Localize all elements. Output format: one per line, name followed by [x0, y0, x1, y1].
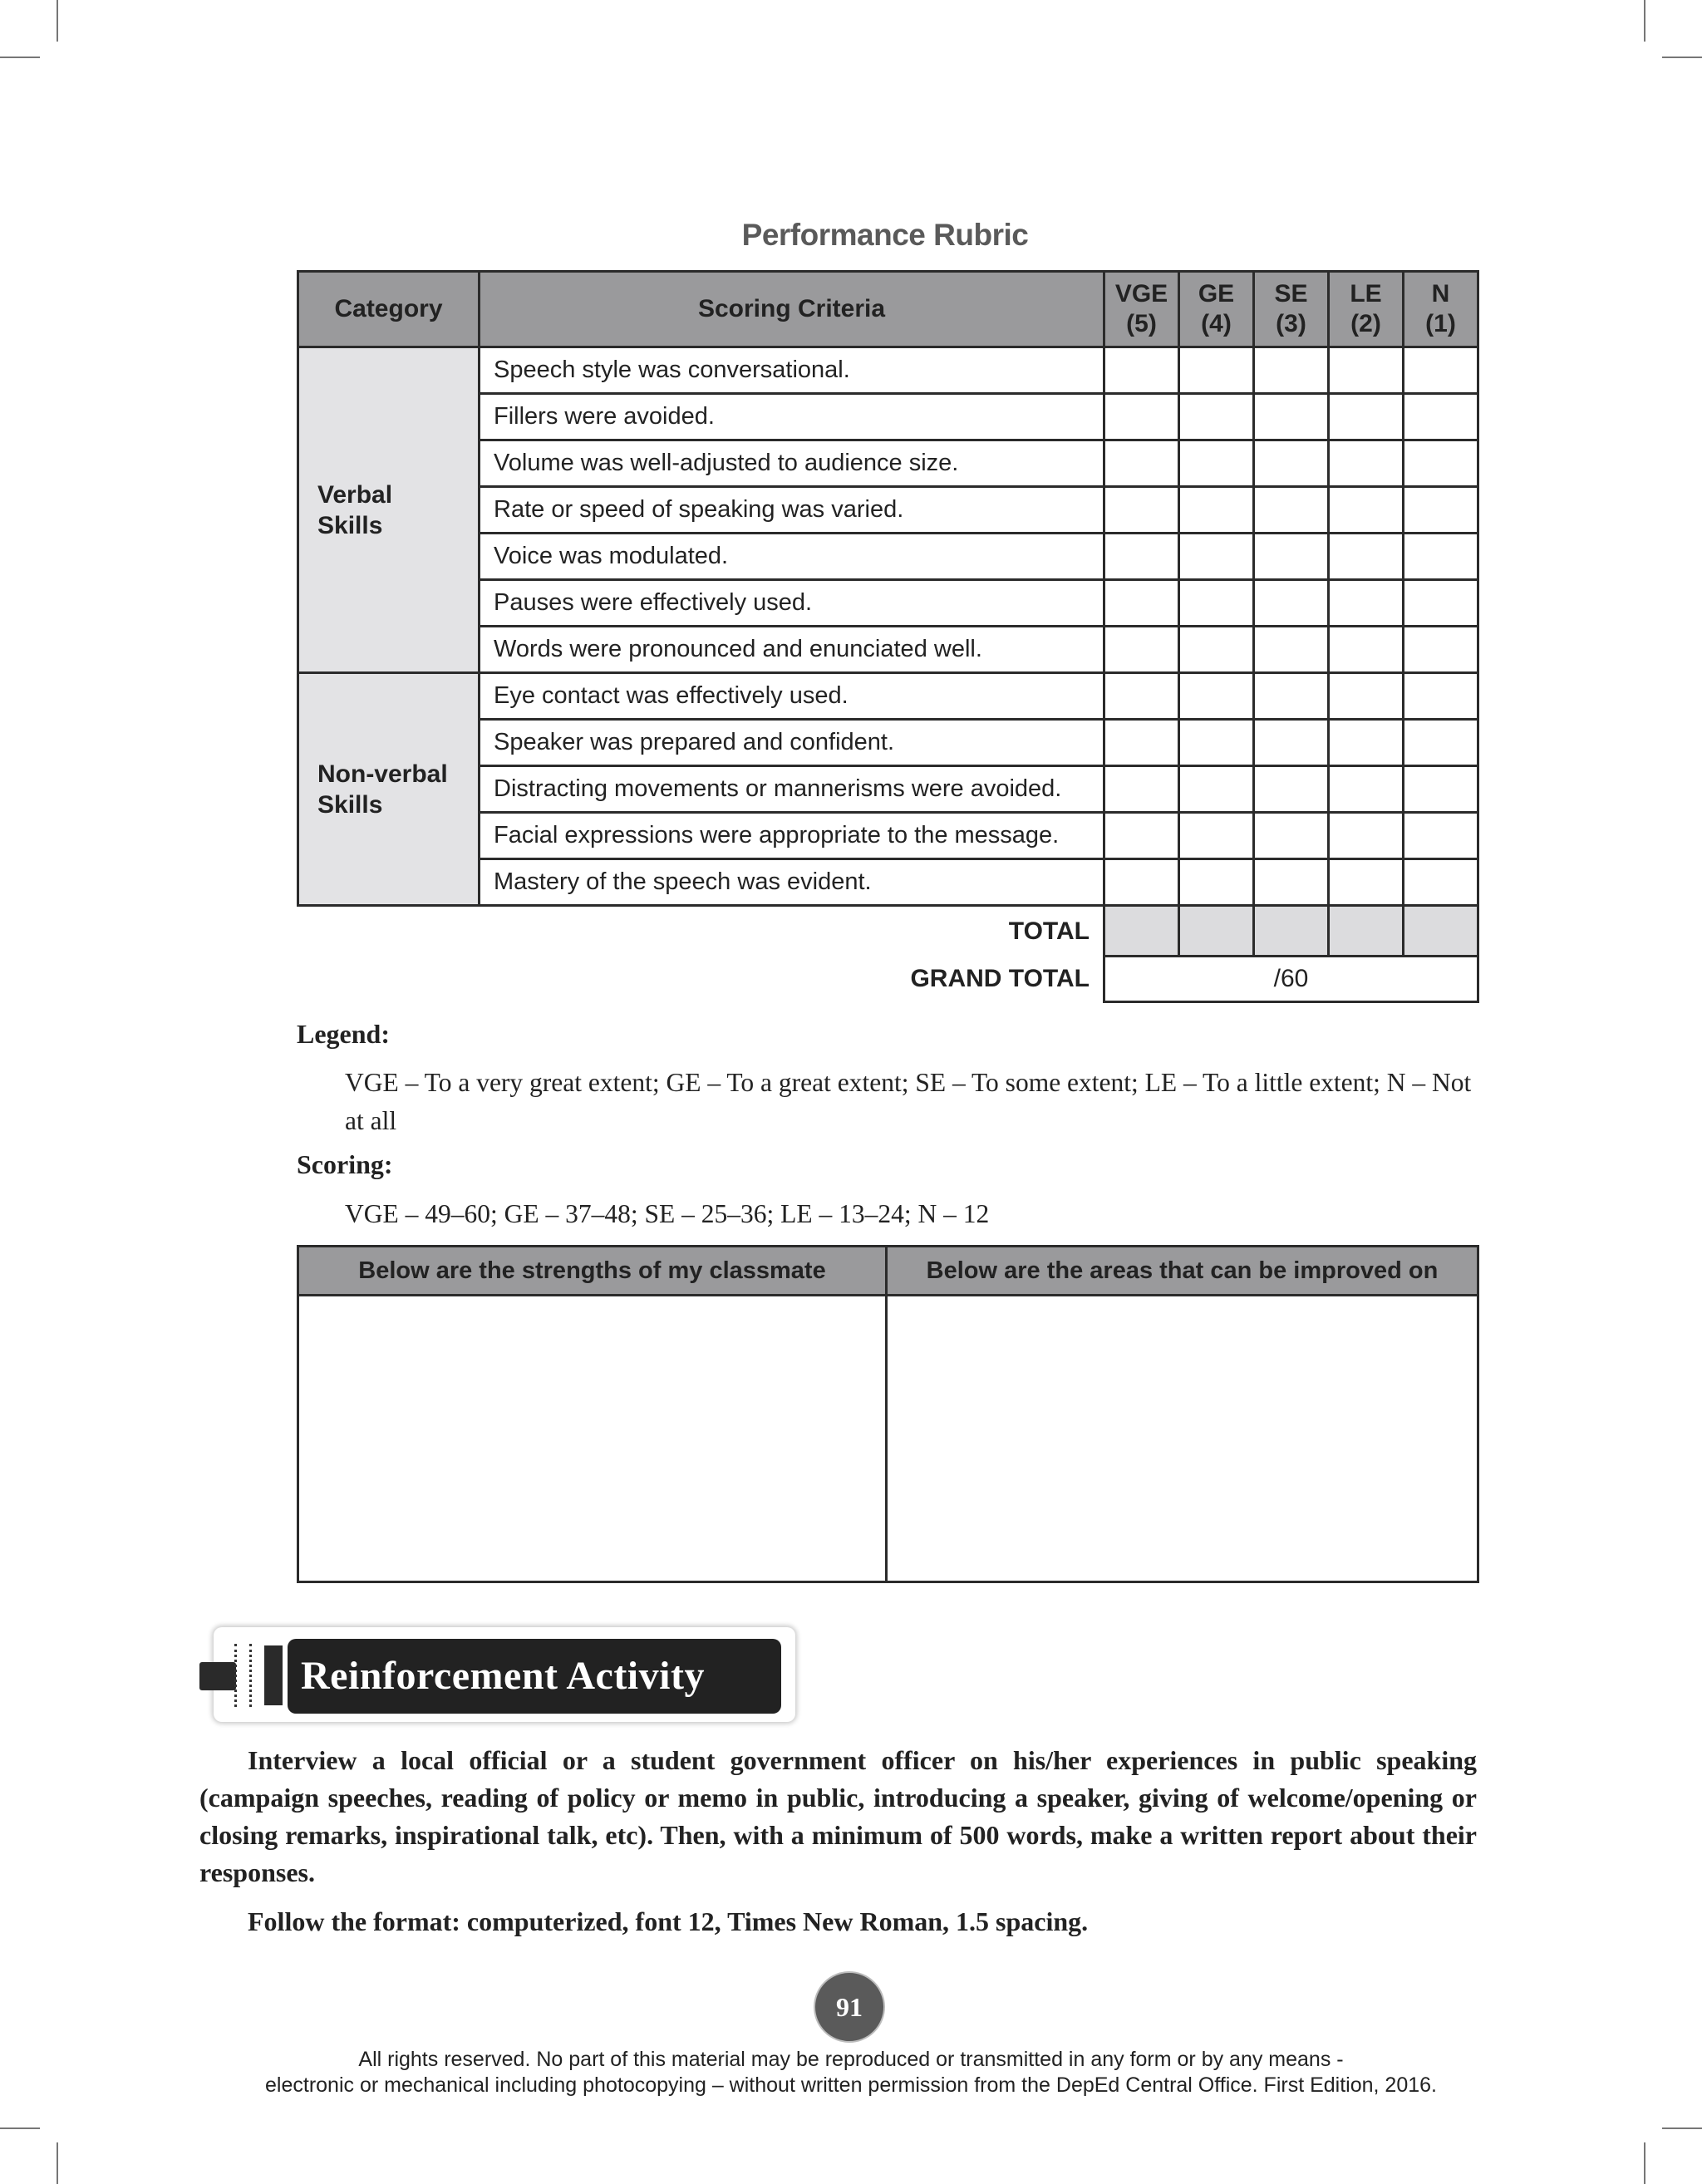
- legend-text: VGE – To a very great extent; GE – To a great extent; SE – To some extent; LE – To a little extent; N – Not at all: [345, 1068, 1472, 1135]
- rubric-header-row: [298, 272, 1478, 347]
- scale-points: (5): [1126, 310, 1157, 337]
- banner-dotted-line: [249, 1644, 252, 1707]
- score-cell[interactable]: [1254, 859, 1329, 906]
- table-row: [298, 347, 1478, 394]
- banner-dotted-line: [234, 1644, 237, 1707]
- score-cell[interactable]: [1179, 859, 1254, 906]
- score-cell[interactable]: [1404, 487, 1478, 534]
- score-cell[interactable]: [1179, 720, 1254, 766]
- score-cell[interactable]: [1254, 440, 1329, 487]
- crop-mark: [1644, 0, 1645, 42]
- scale-header-ge: [1179, 272, 1254, 347]
- criterion-cell: Rate or speed of speaking was varied.: [480, 487, 1104, 534]
- score-cell[interactable]: [1179, 627, 1254, 673]
- score-cell[interactable]: [1329, 627, 1404, 673]
- score-cell[interactable]: [1329, 859, 1404, 906]
- legend-heading: Legend:: [297, 1019, 390, 1049]
- category-verbal-skills: [298, 347, 480, 673]
- score-cell[interactable]: [1179, 580, 1254, 627]
- score-cell[interactable]: [1329, 673, 1404, 720]
- grand-total-row: [298, 957, 1478, 1002]
- scale-header-le: [1329, 272, 1404, 347]
- score-cell[interactable]: [1104, 440, 1179, 487]
- performance-rubric-table: [297, 270, 1479, 1003]
- criterion-cell: Volume was well-adjusted to audience size.: [480, 440, 1104, 487]
- scale-code: N: [1431, 280, 1450, 307]
- score-cell[interactable]: [1404, 720, 1478, 766]
- activity-format-note: Follow the format: computerized, font 12, Times New Roman, 1.5 spacing.: [248, 1906, 1089, 1936]
- reinforcement-activity-heading: Reinforcement Activity: [288, 1639, 781, 1714]
- score-cell[interactable]: [1179, 534, 1254, 580]
- banner-bar-decoration: [264, 1645, 283, 1705]
- scale-points: (2): [1350, 310, 1381, 337]
- score-cell[interactable]: [1404, 673, 1478, 720]
- feedback-table: [297, 1245, 1479, 1583]
- score-cell[interactable]: [1254, 487, 1329, 534]
- score-cell[interactable]: [1104, 859, 1179, 906]
- score-cell[interactable]: [1104, 487, 1179, 534]
- score-cell[interactable]: [1329, 394, 1404, 440]
- criterion-cell: Eye contact was effectively used.: [480, 673, 1104, 720]
- scale-code: SE: [1274, 280, 1308, 307]
- score-cell[interactable]: [1254, 580, 1329, 627]
- score-cell[interactable]: [1104, 580, 1179, 627]
- scale-points: (4): [1201, 310, 1232, 337]
- crop-mark: [57, 0, 58, 42]
- criterion-cell: Speech style was conversational.: [480, 347, 1104, 394]
- crop-mark: [57, 2142, 58, 2184]
- score-cell[interactable]: [1404, 347, 1478, 394]
- total-cell[interactable]: [1104, 906, 1179, 957]
- criterion-cell: Fillers were avoided.: [480, 394, 1104, 440]
- scoring-text: VGE – 49–60; GE – 37–48; SE – 25–36; LE – 13–24; N – 12: [345, 1199, 990, 1228]
- total-cell[interactable]: [1404, 906, 1478, 957]
- score-cell[interactable]: [1329, 580, 1404, 627]
- category-nonverbal-skills: [298, 673, 480, 906]
- scale-header-n: [1404, 272, 1478, 347]
- score-cell[interactable]: [1104, 347, 1179, 394]
- score-cell[interactable]: [1254, 627, 1329, 673]
- criterion-cell: Speaker was prepared and confident.: [480, 720, 1104, 766]
- footer-line: All rights reserved. No part of this material may be reproduced or transmitted in any form or by any means -: [358, 2048, 1344, 2071]
- score-cell[interactable]: [1104, 394, 1179, 440]
- score-cell[interactable]: [1329, 813, 1404, 859]
- scale-header-se: [1254, 272, 1329, 347]
- crop-mark: [1662, 57, 1702, 58]
- total-label: TOTAL: [1008, 917, 1090, 945]
- score-cell[interactable]: [1254, 347, 1329, 394]
- crop-mark: [1662, 2127, 1702, 2129]
- table-row: [298, 673, 1478, 720]
- score-cell[interactable]: [1179, 347, 1254, 394]
- feedback-body-row: [298, 1296, 1478, 1582]
- score-cell[interactable]: [1404, 859, 1478, 906]
- scale-code: VGE: [1114, 280, 1168, 307]
- scale-code: LE: [1350, 280, 1382, 307]
- score-cell[interactable]: [1179, 487, 1254, 534]
- category-header: Category: [298, 272, 480, 347]
- score-cell[interactable]: [1404, 813, 1478, 859]
- score-cell[interactable]: [1254, 673, 1329, 720]
- banner-tab-decoration: [199, 1662, 236, 1690]
- crop-mark: [0, 2127, 40, 2129]
- scoring-heading: Scoring:: [297, 1149, 393, 1179]
- crop-mark: [1644, 2142, 1645, 2184]
- score-cell[interactable]: [1329, 487, 1404, 534]
- score-cell[interactable]: [1179, 394, 1254, 440]
- page-number-badge: 91: [814, 1971, 885, 2043]
- scale-points: (1): [1425, 310, 1456, 337]
- grand-total-label: GRAND TOTAL: [910, 965, 1090, 992]
- total-cell[interactable]: [1254, 906, 1329, 957]
- score-cell[interactable]: [1254, 534, 1329, 580]
- category-label: Verbal: [317, 480, 393, 509]
- score-cell[interactable]: [1179, 440, 1254, 487]
- score-cell[interactable]: [1254, 813, 1329, 859]
- crop-mark: [0, 57, 40, 58]
- score-cell[interactable]: [1404, 534, 1478, 580]
- score-cell[interactable]: [1104, 534, 1179, 580]
- total-cell[interactable]: [1329, 906, 1404, 957]
- copyright-footer: [0, 2047, 1702, 2098]
- criterion-cell: Distracting movements or mannerisms were avoided.: [480, 766, 1104, 813]
- category-label: Skills: [317, 511, 383, 539]
- rubric-title: Performance Rubric: [741, 218, 1029, 252]
- score-cell[interactable]: [1104, 673, 1179, 720]
- grand-total-value[interactable]: /60: [1104, 957, 1478, 1002]
- score-cell[interactable]: [1404, 394, 1478, 440]
- score-cell[interactable]: [1329, 347, 1404, 394]
- strengths-answer-box[interactable]: [298, 1296, 887, 1582]
- score-cell[interactable]: [1329, 440, 1404, 487]
- total-cell[interactable]: [1179, 906, 1254, 957]
- category-label: Skills: [317, 790, 383, 819]
- criterion-cell: Words were pronounced and enunciated well.: [480, 627, 1104, 673]
- score-cell[interactable]: [1104, 627, 1179, 673]
- score-cell[interactable]: [1404, 440, 1478, 487]
- score-cell[interactable]: [1404, 627, 1478, 673]
- score-cell[interactable]: [1254, 394, 1329, 440]
- criteria-header: Scoring Criteria: [480, 272, 1104, 347]
- criterion-cell: Mastery of the speech was evident.: [480, 859, 1104, 906]
- strengths-header: Below are the strengths of my classmate: [298, 1247, 887, 1296]
- improvements-answer-box[interactable]: [887, 1296, 1478, 1582]
- criterion-cell: Voice was modulated.: [480, 534, 1104, 580]
- activity-instructions: Interview a local official or a student government officer on his/her experiences in public speaking (campaign speeches, reading of policy or memo in public, introducing a speaker, giving of welcome/opening or closing remarks, inspirational talk, etc). Then, with a minimum of 500 words, make a written report about their responses.: [199, 1745, 1477, 1887]
- scale-header-vge: [1104, 272, 1179, 347]
- criterion-cell: Facial expressions were appropriate to the message.: [480, 813, 1104, 859]
- footer-line: electronic or mechanical including photocopying – without written permission from the DepEd Central Office. First Edition, 2016.: [265, 2073, 1437, 2097]
- total-row: [298, 906, 1478, 957]
- score-cell[interactable]: [1254, 720, 1329, 766]
- scale-code: GE: [1198, 280, 1235, 307]
- score-cell[interactable]: [1329, 720, 1404, 766]
- score-cell[interactable]: [1104, 766, 1179, 813]
- score-cell[interactable]: [1179, 766, 1254, 813]
- score-cell[interactable]: [1404, 766, 1478, 813]
- criterion-cell: Pauses were effectively used.: [480, 580, 1104, 627]
- score-cell[interactable]: [1329, 534, 1404, 580]
- score-cell[interactable]: [1329, 766, 1404, 813]
- score-cell[interactable]: [1404, 580, 1478, 627]
- feedback-header-row: [298, 1247, 1478, 1296]
- scale-points: (3): [1276, 310, 1306, 337]
- category-label: Non-verbal: [317, 760, 448, 788]
- score-cell[interactable]: [1104, 813, 1179, 859]
- score-cell[interactable]: [1179, 673, 1254, 720]
- score-cell[interactable]: [1179, 813, 1254, 859]
- score-cell[interactable]: [1104, 720, 1179, 766]
- score-cell[interactable]: [1254, 766, 1329, 813]
- improvements-header: Below are the areas that can be improved on: [887, 1247, 1478, 1296]
